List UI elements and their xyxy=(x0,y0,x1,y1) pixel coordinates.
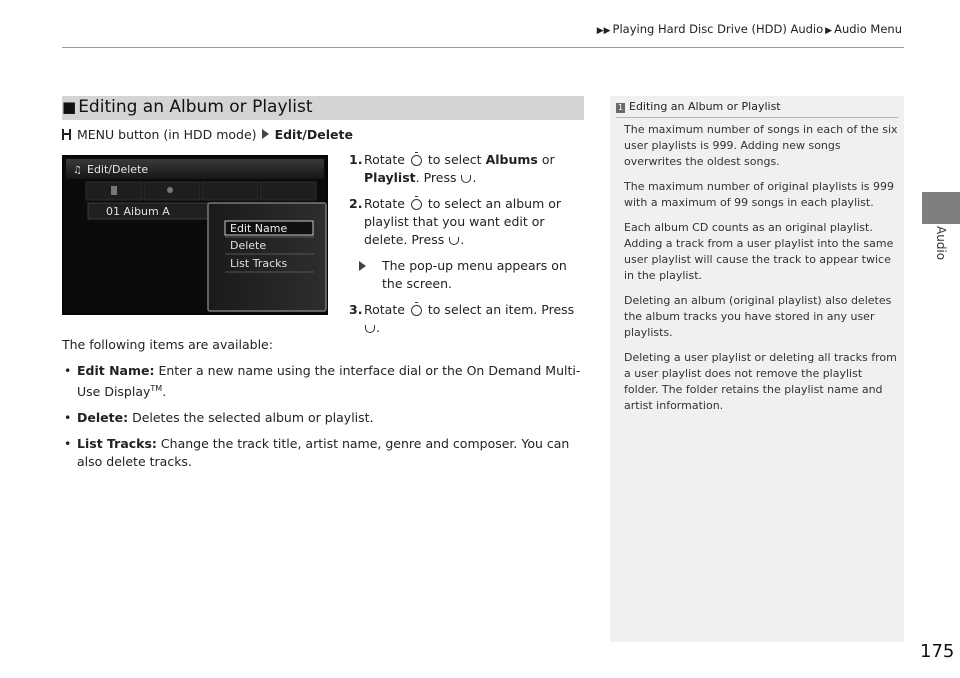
step-3: 3. Rotate to select an item. Press . xyxy=(349,302,575,335)
menu-item-label: Edit Name xyxy=(230,222,288,235)
breadcrumb xyxy=(595,22,902,36)
list-item: • Edit Name: Enter a new name using the interface dial or the On Demand Multi-Use Display™. xyxy=(64,363,581,400)
path-target: Edit/Delete xyxy=(274,127,353,142)
note-tag-icon: 1 xyxy=(617,103,624,112)
press-dial-icon xyxy=(449,237,459,245)
sidebar-paragraph: Deleting an album (original playlist) also deletes the album tracks you have stored in any user playlists. xyxy=(624,294,892,339)
step-list xyxy=(349,151,585,345)
sidebar-body xyxy=(624,122,898,423)
sidebar-title: Editing an Album or Playlist xyxy=(629,100,781,113)
path-button-text: MENU button (in HDD mode) xyxy=(77,127,257,142)
interface-dial-icon xyxy=(411,155,422,166)
bullet-icon: • xyxy=(64,363,72,378)
press-dial-icon xyxy=(365,325,375,333)
step-2: 2. Rotate to select an album or playlist that you want edit or delete. Press . xyxy=(349,196,562,247)
list-item: • List Tracks: Change the track title, artist name, genre and composer. You can also delete tracks. xyxy=(64,436,570,470)
sidebar-notes xyxy=(610,96,904,642)
chevron-right-icon: ▶ xyxy=(825,26,833,36)
bullet-icon: • xyxy=(64,410,72,426)
step-result: The pop-up menu appears on the screen. xyxy=(349,257,585,293)
sidebar-paragraph: The maximum number of original playlists is 999 with a maximum of 99 songs in each playlist. xyxy=(624,180,894,209)
home-button-icon xyxy=(62,129,71,140)
list-item-label: 01 Aibum A xyxy=(106,205,170,218)
list-item: • Delete: Deletes the selected album or playlist. xyxy=(64,410,374,426)
side-tab-marker xyxy=(922,192,960,224)
square-bullet-icon: ■ xyxy=(62,98,77,116)
arrow-icon xyxy=(262,129,269,139)
interface-dial-icon xyxy=(411,305,422,316)
artist-tab-icon xyxy=(167,187,173,193)
menu-item-list-tracks[interactable]: List Tracks xyxy=(230,257,288,270)
breadcrumb-item: Audio Menu xyxy=(834,22,902,36)
music-note-icon: ♫ xyxy=(73,165,82,176)
page-number: 175 xyxy=(920,641,955,662)
side-tab-label: Audio xyxy=(934,226,948,261)
section-header xyxy=(62,96,584,120)
sidebar-paragraph: Each album CD counts as an original playlist. Adding a track from a user playlist into the same user playlist will cause the track to appear twice in the playlist. xyxy=(624,221,894,282)
chevron-right-icon: ▶▶ xyxy=(596,26,611,36)
section-title: Editing an Album or Playlist xyxy=(78,97,313,117)
step-1: 1. Rotate to select Albums or Playlist. Press . xyxy=(349,152,555,185)
sidebar-paragraph: Deleting a user playlist or deleting all tracks from a user playlist does not remove the playlist folder. The folder retains the playlist name and artist information. xyxy=(624,351,897,412)
sidebar-header xyxy=(616,100,898,118)
press-dial-icon xyxy=(461,175,471,183)
header-divider xyxy=(62,47,904,48)
bullet-icon: • xyxy=(64,436,72,452)
album-tab-icon xyxy=(111,186,117,195)
navigation-screen-image xyxy=(62,155,328,315)
screen-display xyxy=(62,155,328,315)
menu-item-delete[interactable]: Delete xyxy=(230,239,267,252)
body-text xyxy=(62,336,584,479)
menu-path xyxy=(62,127,353,142)
interface-dial-icon xyxy=(411,199,422,210)
intro-text: The following items are available: xyxy=(62,337,273,352)
sidebar-paragraph: The maximum number of songs in each of the six user playlists is 999. Adding new songs overwrites the oldest songs. xyxy=(624,123,898,168)
breadcrumb-item: Playing Hard Disc Drive (HDD) Audio xyxy=(612,22,824,36)
screen-title: Edit/Delete xyxy=(87,163,149,176)
arrow-icon xyxy=(359,261,366,271)
